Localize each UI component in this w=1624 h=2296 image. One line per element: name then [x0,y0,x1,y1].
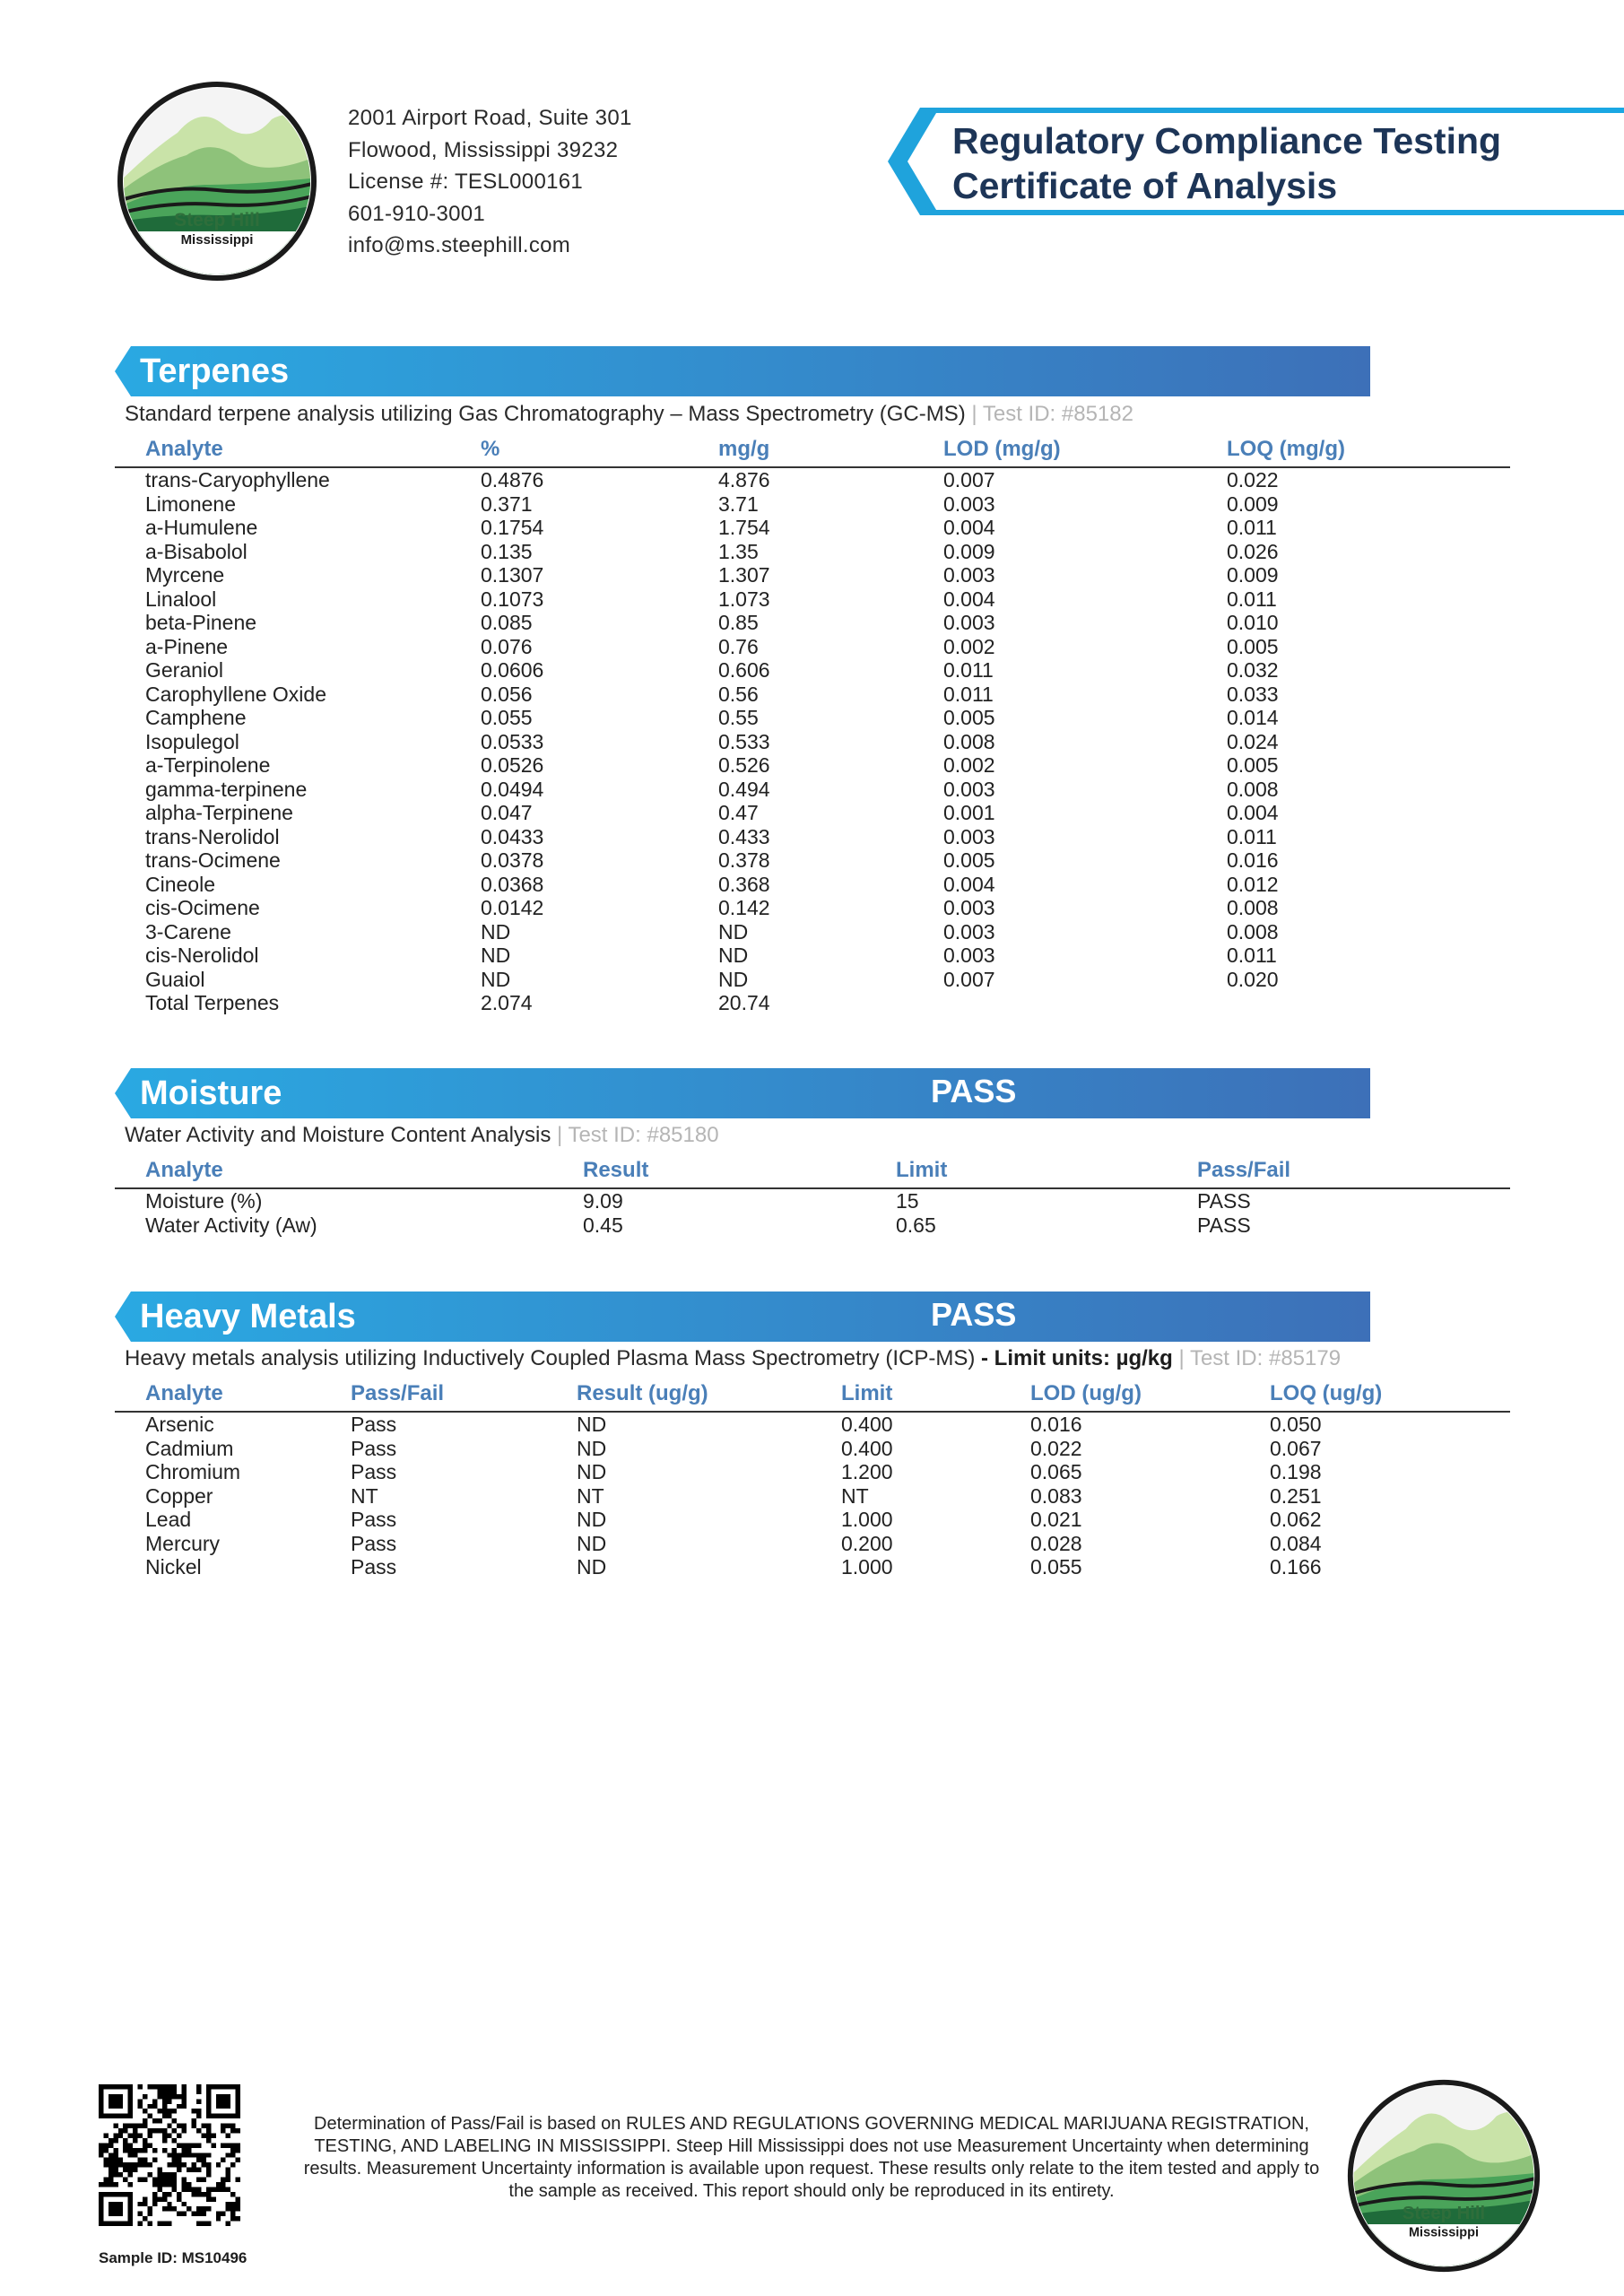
table-cell: Pass [351,1531,397,1555]
sample-id: Sample ID: MS10496 [99,2249,248,2266]
table-row [115,467,1510,492]
table-row [115,1484,1510,1509]
table-header-row [115,1377,1510,1412]
table-cell: 1.307 [718,563,770,587]
moisture-column-header: Result [583,1153,896,1188]
table-cell: 0.142 [718,896,770,919]
table-cell: 0.0368 [481,872,544,896]
table-cell: 0.0378 [481,848,544,872]
table-cell: Limonene [145,491,237,516]
disclaimer-text: Determination of Pass/Fail is based on RULES AND REGULATIONS GOVERNING MEDICAL MARIJUANA REGISTRATION, TESTING, AND LABELING IN MISSISSIPPI. Steep Hill Mississippi does not use Measurement Uncertainty when determining results. Measurement Uncertainty information is available upon request. These results only relate to the item tested and apply to the sample as received. This report should only be reproduced in its entirety. [303,2114,1320,2201]
terpenes-column-header: mg/g [718,432,943,467]
table-row [115,801,1510,825]
table-cell: 0.004 [1227,801,1279,824]
table-cell: 0.083 [1030,1483,1082,1508]
table-cell: 0.003 [943,563,995,587]
table-cell: 0.005 [943,848,995,872]
table-cell: 0.011 [1227,944,1277,967]
table-cell: 15 [896,1189,919,1213]
table-cell: 0.1307 [481,563,544,587]
table-cell: 0.011 [943,658,994,682]
table-cell: a-Humulene [145,516,258,539]
table-cell: 0.55 [718,706,759,729]
address-line: Flowood, Mississippi 39232 [348,137,619,162]
table-cell: 0.003 [943,824,995,848]
table-cell: Mercury [145,1531,221,1555]
table-cell: a-Terpinolene [145,753,271,777]
terpenes-method: Standard terpene analysis utilizing Gas Chromatography – Mass Spectrometry (GC-MS) [125,402,966,426]
table-cell: trans-Caryophyllene [145,468,330,491]
table-cell: 0.65 [896,1213,936,1237]
table-cell: 0.011 [943,682,994,706]
table-cell: ND [718,919,749,944]
table-cell: cis-Ocimene [145,896,260,919]
table-cell: 0.011 [1227,824,1277,848]
table-row [115,896,1510,920]
table-cell: 0.200 [841,1531,893,1555]
table-cell: Moisture (%) [145,1189,263,1213]
table-row [115,920,1510,944]
table-cell: 0.0533 [481,729,544,753]
table-cell: 0.003 [943,919,995,944]
license-number: License #: TESL000161 [348,170,584,194]
heavy-metals-column-header: LOQ (ug/g) [1270,1377,1510,1412]
terpenes-description: Standard terpene analysis utilizing Gas Chromatography – Mass Spectrometry (GC-MS) | Test ID: #85182 [125,402,1133,426]
table-cell: 0.198 [1270,1460,1322,1483]
table-cell: 0.011 [1227,587,1277,611]
moisture-column-header: Pass/Fail [1197,1153,1510,1188]
heavy-metals-method: Heavy metals analysis utilizing Inductively Coupled Plasma Mass Spectrometry (ICP-MS) [125,1346,976,1370]
moisture-column-header: Analyte [115,1153,583,1188]
table-row [115,944,1510,968]
table-cell: ND [577,1531,607,1555]
moisture-column-header: Limit [896,1153,1197,1188]
table-cell: Total Terpenes [145,991,280,1014]
table-cell: 0.062 [1270,1508,1322,1531]
table-row [115,540,1510,564]
table-cell: 0.028 [1030,1531,1082,1555]
table-cell: ND [481,944,511,967]
table-row [115,587,1510,612]
heavy-metals-description: Heavy metals analysis utilizing Inductively Coupled Plasma Mass Spectrometry (ICP-MS) - Limit units: µg/kg | Test ID: #85179 [125,1346,1342,1370]
table-cell: NT [351,1483,378,1508]
table-cell: 0.005 [1227,753,1279,777]
moisture-description: Water Activity and Moisture Content Analysis | Test ID: #85180 [125,1123,719,1147]
table-cell: 0.368 [718,872,770,896]
table-row [115,848,1510,873]
table-row [115,1508,1510,1532]
table-cell: 0.008 [1227,777,1279,801]
qr-code[interactable] [99,2084,240,2226]
table-cell: Isopulegol [145,729,239,753]
table-cell: 0.033 [1227,682,1279,706]
table-cell: Cineole [145,872,215,896]
table-cell: 0.85 [718,611,759,634]
table-cell: Linalool [145,587,217,611]
terpenes-column-header: % [481,432,718,467]
table-cell: 1.200 [841,1460,893,1483]
table-cell: 0.022 [1227,468,1279,491]
email-address[interactable]: info@ms.steephill.com [348,233,571,257]
table-cell: 0.009 [943,539,995,563]
table-cell: 0.008 [943,729,995,753]
table-cell: Chromium [145,1460,241,1483]
table-cell: 0.050 [1270,1413,1322,1436]
terpenes-title: Terpenes [140,352,290,390]
moisture-method: Water Activity and Moisture Content Analysis [125,1123,551,1147]
table-cell: 0.016 [1030,1413,1082,1436]
table-row [115,492,1510,517]
table-row [115,706,1510,730]
table-cell: a-Pinene [145,634,229,658]
terpenes-section-header [115,346,1370,396]
table-cell: 1.000 [841,1508,893,1531]
heavy-metals-column-header: LOD (ug/g) [1030,1377,1270,1412]
table-cell: 0.135 [481,539,533,563]
table-cell: 0.024 [1227,729,1279,753]
heavy-metals-section-header [115,1292,1370,1342]
table-cell: 0.76 [718,634,759,658]
table-cell: 20.74 [718,991,770,1014]
table-cell: 0.0433 [481,824,544,848]
table-cell: 0.004 [943,516,995,539]
table-cell: 0.011 [1227,516,1277,539]
table-cell: beta-Pinene [145,611,257,634]
table-row [115,778,1510,802]
table-cell: 0.378 [718,848,770,872]
moisture-section-header [115,1068,1370,1118]
table-cell: ND [577,1508,607,1531]
table-cell: Cadmium [145,1436,234,1460]
table-cell: 0.076 [481,634,533,658]
table-cell: Pass [351,1436,397,1460]
certificate-title-line1: Regulatory Compliance Testing [952,120,1502,161]
table-row [115,1555,1510,1579]
table-cell: Copper [145,1483,213,1508]
table-row [115,991,1510,1015]
table-cell: 0.005 [943,706,995,729]
moisture-title: Moisture [140,1074,282,1112]
table-cell: 0.003 [943,611,995,634]
table-cell: ND [481,919,511,944]
table-row [115,1532,1510,1556]
table-cell: Pass [351,1460,397,1483]
table-row [115,635,1510,659]
table-cell: 0.016 [1227,848,1279,872]
table-cell: 0.606 [718,658,770,682]
table-cell: 0.010 [1227,611,1279,634]
certificate-banner [888,108,1624,215]
table-cell: Myrcene [145,563,225,587]
table-cell: ND [577,1413,607,1436]
table-header-row [115,432,1510,467]
table-row [115,730,1510,754]
table-cell: 4.876 [718,468,770,491]
table-cell: 0.067 [1270,1436,1322,1460]
table-cell [1227,991,1510,1015]
table-cell: 0.056 [481,682,533,706]
moisture-table [115,1153,1510,1237]
heavy-metals-title: Heavy Metals [140,1298,356,1335]
table-cell [943,991,1227,1015]
table-row [115,1188,1510,1213]
table-cell: 0.0494 [481,777,544,801]
logo-text-line1: Steep Hill [1402,2204,1486,2224]
table-row [115,873,1510,897]
table-cell: Carophyllene Oxide [145,682,327,706]
table-cell: Lead [145,1508,192,1531]
table-cell: 0.047 [481,801,533,824]
table-cell: Pass [351,1555,397,1578]
table-cell: 1.000 [841,1555,893,1578]
heavy-metals-column-header: Result (ug/g) [577,1377,841,1412]
table-cell: 0.021 [1030,1508,1082,1531]
terpenes-test-id: Test ID: #85182 [982,402,1133,426]
table-cell: 0.003 [943,777,995,801]
logo-text-line1: Steep Hill [174,210,260,230]
heavy-metals-table [115,1377,1510,1579]
terpenes-table [115,432,1510,1015]
address-line: 2001 Airport Road, Suite 301 [348,106,632,130]
table-cell: ND [577,1555,607,1578]
table-cell: 1.073 [718,587,770,611]
heavy-metals-test-id: Test ID: #85179 [1189,1346,1342,1370]
table-cell: Geraniol [145,658,223,682]
table-cell: 0.004 [943,587,995,611]
table-cell: 0.032 [1227,658,1279,682]
lab-address [348,102,632,262]
moisture-test-id: Test ID: #85180 [568,1123,719,1147]
table-cell: 0.009 [1227,491,1279,516]
table-cell: 0.1073 [481,587,544,611]
table-row [115,1412,1510,1437]
table-cell: 3-Carene [145,919,231,944]
table-cell: a-Bisabolol [145,539,248,563]
phone-number: 601-910-3001 [348,201,486,226]
table-cell: 0.014 [1227,706,1279,729]
terpenes-column-header: LOD (mg/g) [943,432,1227,467]
table-cell: 0.007 [943,468,995,491]
table-cell: 0.0526 [481,753,544,777]
table-cell: 0.005 [1227,634,1279,658]
table-cell: 0.055 [481,706,533,729]
table-cell: trans-Nerolidol [145,824,280,848]
table-cell: 0.004 [943,872,995,896]
table-cell: PASS [1197,1189,1251,1213]
table-cell: trans-Ocimene [145,848,281,872]
table-cell: 1.35 [718,539,759,563]
table-row [115,1437,1510,1461]
table-cell: NT [841,1483,869,1508]
table-cell: 0.1754 [481,516,544,539]
table-cell: 2.074 [481,991,533,1014]
table-cell: ND [718,944,749,967]
table-cell: 0.4876 [481,468,544,491]
terpenes-column-header: LOQ (mg/g) [1227,432,1510,467]
table-row [115,753,1510,778]
lab-logo [115,79,319,283]
table-cell: 0.085 [481,611,533,634]
logo-text-line2: Mississippi [1409,2225,1479,2240]
table-row [115,658,1510,683]
certificate-title-line2: Certificate of Analysis [952,165,1338,206]
table-cell: 0.0606 [481,658,544,682]
table-cell: ND [577,1460,607,1483]
table-cell: Pass [351,1508,397,1531]
table-row [115,563,1510,587]
table-cell: ND [718,967,749,991]
table-cell: 0.400 [841,1413,893,1436]
table-cell: Camphene [145,706,247,729]
table-cell: ND [481,967,511,991]
table-cell: Water Activity (Aw) [145,1213,317,1237]
table-cell: 0.002 [943,753,995,777]
table-header-row [115,1153,1510,1188]
table-row [115,968,1510,992]
heavy-metals-column-header: Pass/Fail [351,1377,577,1412]
table-cell: 0.001 [943,801,995,824]
table-cell: 0.400 [841,1436,893,1460]
table-cell: 0.055 [1030,1555,1082,1578]
table-cell: 0.003 [943,944,995,967]
table-cell: Pass [351,1413,397,1436]
table-cell: 1.754 [718,516,770,539]
table-cell: 0.065 [1030,1460,1082,1483]
table-cell: 0.533 [718,729,770,753]
table-cell: 0.45 [583,1213,623,1237]
table-cell: Nickel [145,1555,202,1578]
table-cell: PASS [1197,1213,1251,1237]
table-cell: 0.56 [718,682,759,706]
terpenes-column-header: Analyte [115,432,481,467]
table-cell: 0.251 [1270,1483,1322,1508]
table-cell: 0.371 [481,491,533,516]
table-cell: 0.494 [718,777,770,801]
table-cell: 0.009 [1227,563,1279,587]
table-row [115,1460,1510,1484]
table-cell: 0.026 [1227,539,1279,563]
table-cell: cis-Nerolidol [145,944,259,967]
table-cell: 0.003 [943,896,995,919]
table-cell: gamma-terpinene [145,777,308,801]
table-cell: 9.09 [583,1189,623,1213]
table-row [115,825,1510,849]
heavy-metals-column-header: Analyte [115,1377,351,1412]
table-cell: 0.526 [718,753,770,777]
table-cell: 0.008 [1227,919,1279,944]
table-row [115,1213,1510,1238]
heavy-metals-status-badge: PASS [931,1296,1017,1333]
table-cell: 0.003 [943,491,995,516]
table-cell: 0.012 [1227,872,1279,896]
lab-logo-footer [1345,2077,1542,2274]
table-cell: 0.022 [1030,1436,1082,1460]
table-cell: 0.008 [1227,896,1279,919]
table-row [115,611,1510,635]
table-cell: 0.002 [943,634,995,658]
table-cell: ND [577,1436,607,1460]
table-cell: 0.084 [1270,1531,1322,1555]
table-cell: 0.166 [1270,1555,1322,1578]
logo-text-line2: Mississippi [180,232,254,248]
table-cell: NT [577,1483,604,1508]
table-cell: 3.71 [718,491,759,516]
table-cell: 0.47 [718,801,759,824]
table-row [115,683,1510,707]
heavy-metals-column-header: Limit [841,1377,1030,1412]
heavy-metals-limit-units: - Limit units: µg/kg [975,1346,1173,1370]
table-cell: Guaiol [145,967,205,991]
table-cell: alpha-Terpinene [145,801,293,824]
moisture-status-badge: PASS [931,1073,1017,1109]
table-cell: 0.020 [1227,967,1279,991]
table-cell: 0.0142 [481,896,544,919]
table-cell: Arsenic [145,1413,214,1436]
certificate-title [952,118,1501,208]
table-cell: 0.007 [943,967,995,991]
table-row [115,516,1510,540]
table-cell: 0.433 [718,824,770,848]
